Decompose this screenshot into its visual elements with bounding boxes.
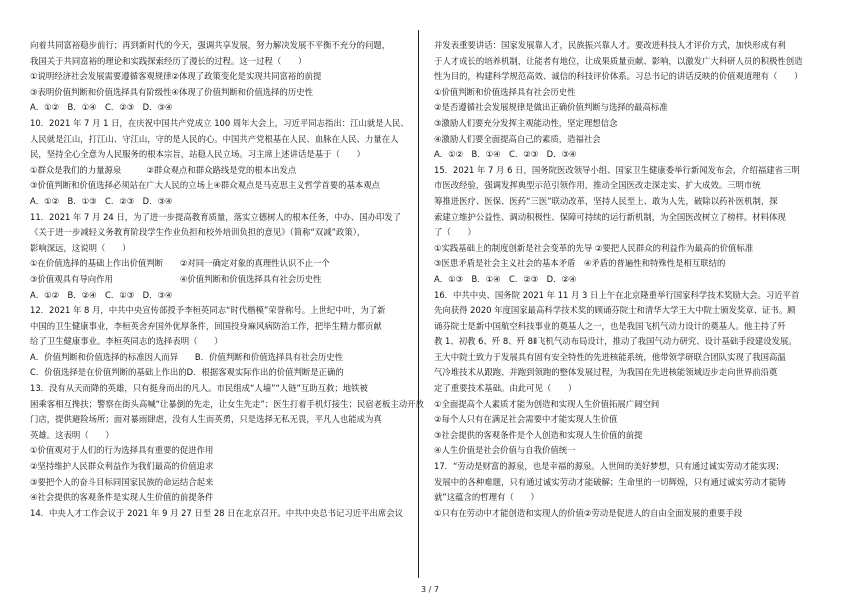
text-line: ①价值观对于人们的行为选择具有重要的促进作用: [30, 445, 214, 456]
text-line: ④人生价值是社会价值与自我价值统一: [434, 445, 576, 456]
text-line: 15．2021 年 7 月 6 日，国务院医改领导小组、国家卫生健康委举行新闻发布会，介绍福建省三明: [434, 164, 800, 175]
text-line: ①说明经济社会发展需要遵循客观规律②体现了政策变化是实现共同富裕的前提: [30, 71, 322, 82]
text-line: 11．2021 年 7 月 24 日，为了进一步提高教育质量，落实立德树人的根本任务，中办、国办印发了: [30, 211, 402, 222]
text-line: 我国关于共同富裕的理论和实践探索经历了漫长的过程。这一过程（ ）: [30, 55, 307, 66]
text-line: 性为目的，构建科学规范高效、诚信的科技评价体系。习总书记的讲话反映的价值观道理有（ ）: [434, 71, 803, 82]
text-line: ①全面提高个人素质才能为创造和实现人生价值拓展广阔空间: [434, 398, 660, 409]
text-line: 《关于进一步减轻义务教育阶段学生作业负担和校外培训负担的意见》（简称“双减”政策），: [30, 227, 366, 238]
text-line: 英雄。这表明（ ）: [30, 429, 114, 440]
text-line: 了（ ）: [434, 227, 476, 238]
text-line: C．价值选择是在价值判断的基础上作出的D．根据客观实际作出的价值判断是正确的: [30, 367, 344, 378]
text-line: 索建立维护公益性、调动积极性、保障可持续的运行新机制，为全国医改树立了榜样。材料体现: [434, 211, 786, 222]
text-line: ③价值观具有导向作用 ④价值判断和价值选择具有社会历史性: [30, 273, 322, 284]
text-line: 民，坚持全心全意为人民服务的根本宗旨，站稳人民立场。习主席上述讲话是基于（ ）: [30, 149, 365, 160]
text-line: 市医改经验，强调发挥典型示范引领作用，推动全国医改走深走实、扩大成效。三明市统: [434, 180, 761, 191]
text-line: ③社会提供的客观条件是个人创造和实现人生价值的前提: [434, 429, 643, 440]
text-line: 10．2021 年 7 月 1 日，在庆祝中国共产党成立 100 周年大会上，习近平同志指出：江山就是人民、: [30, 117, 409, 128]
text-line: 16．中共中央、国务院 2021 年 11 月 3 日上午在北京隆重举行国家科学技术奖励大会。习近平首: [434, 289, 800, 300]
text-line: 定了重要技术基础。由此可见（ ）: [434, 383, 577, 394]
text-line: A．①② B．②④ C．①③ D．③④: [30, 289, 173, 300]
text-line: A．①② B．①③ C．②③ D．③④: [30, 195, 173, 206]
text-line: A．价值判断和价值选择的标准因人而异 B．价值判断和价值选择具有社会历史性: [30, 351, 343, 362]
text-line: 并发表重要讲话：国家发展靠人才，民族振兴靠人才。要改进科技人才评价方式，加快形成有利: [434, 40, 786, 50]
text-line: 筹推进医疗、医保、医药“三医”联动改革，坚持人民至上、敢为人先，破除以药补医机制，探: [434, 195, 778, 206]
text-line: ③价值判断和价值选择必须站在广大人民的立场上④群众观点是马克思主义哲学首要的基本观点: [30, 180, 381, 191]
text-line: 14．中央人才工作会议于 2021 年 9 月 27 日至 28 日在北京召开。中共中央总书记习近平出席会议: [30, 507, 404, 518]
text-line: ①实践基础上的制度创新是社会变革的先导 ②要把人民群众的利益作为最高的价值标准: [434, 242, 754, 253]
text-line: 给了卫生健康事业。李桓英同志的选择表明（ ）: [30, 336, 223, 347]
text-line: 向着共同富裕稳步前行；再到新时代的今天，强调共享发展，努力解决发展不平衡不充分的问题，: [30, 40, 391, 50]
text-line: ①群众是我们的力量源泉 ②群众观点和群众路线是党的根本出发点: [30, 164, 297, 175]
text-line: 中国的卫生健康事业，李桓英舍弃国外优厚条件，回国投身麻风病防治工作，把毕生精力都贡献: [30, 320, 382, 331]
text-line: ①只有在劳动中才能创造和实现人的价值②劳动是促进人的自由全面发展的重要手段: [434, 507, 743, 518]
text-line: 就”这蕴含的哲理有（ ）: [434, 492, 539, 503]
text-line: 12．2021 年 8 月，中共中央宣传部授予李桓英同志“时代楷模”荣誉称号。上世纪中叶，为了新: [30, 305, 386, 316]
text-line: 门店，提供避险场所；面对暴雨肆虐，没有人生而英勇，只是选择无私无畏，平凡人也能成为真: [30, 414, 382, 425]
text-line: 困乘客相互搀扶；警察在街头高喊“让暴倒的先走，让女生先走”；医生打着手机灯接生；民宿老板主动开放: [30, 398, 424, 409]
text-line: ③激励人们要充分发挥主观能动性，坚定理想信念: [434, 117, 618, 128]
column-divider: [418, 30, 419, 578]
text-line: 气冷堆技术从跟跑、并跑到领跑的整体发展过程，为我国在先进核能领域迈步走向世界前沿奠: [434, 367, 778, 378]
text-line: 13．没有从天而降的英雄，只有挺身而出的凡人。市民组成“人墙”“人链”互助互救；地铁被: [30, 383, 368, 394]
text-line: ③要把个人的奋斗目标同国家民族的命运结合起来: [30, 476, 214, 487]
text-line: ①在价值选择的基础上作出价值判断 ②对同一确定对象的真理性认识不止一个: [30, 258, 330, 269]
text-line: A．①② B．①④ C．②③ D．③④: [30, 102, 173, 113]
left-column: [30, 38, 426, 521]
page-number: 3 / 7: [421, 585, 439, 594]
text-line: ④激励人们要全面提高自己的素质，造福社会: [434, 133, 601, 144]
text-line: 17．“劳动是财富的源泉，也是幸福的源泉。人世间的美好梦想，只有通过诚实劳动才能实现；: [434, 461, 784, 472]
text-line: A．①③ B．①④ C．②③ D．②④: [434, 273, 577, 284]
text-line: ①价值判断和价值选择具有社会历史性: [434, 86, 576, 97]
text-line: ③医患矛盾是社会主义社会的基本矛盾 ④矛盾的普遍性和特殊性是相互联结的: [434, 258, 726, 269]
text-line: ③表明价值判断和价值选择具有阶级性④体现了价值判断和价值选择的历史性: [30, 86, 314, 97]
text-line: 王大中院士致力于发展具有固有安全特性的先进核能系统，他带领学研联合团队实现了我国高温: [434, 351, 786, 362]
text-line: 于人才成长的培养机制，让能者有地位，让成果质量贡献、影响，以激发广大科研人员的积极性创造: [434, 55, 803, 66]
text-line: A．①② B．①④ C．②③ D．③④: [434, 149, 577, 160]
text-line: 发展中的各种难题，只有通过诚实劳动才能破解；生命里的一切辉煌，只有通过诚实劳动才能铸: [434, 476, 786, 487]
text-line: ②是否遵循社会发展规律是做出正确价值判断与选择的最高标准: [434, 102, 668, 113]
text-line: ④社会提供的客观条件是实现人生价值的前提条件: [30, 492, 214, 503]
text-line: ②坚持维护人民群众利益作为我们最高的价值追求: [30, 461, 214, 472]
text-line: ②每个人只有在满足社会需要中才能实现人生价值: [434, 414, 618, 425]
text-line: 先向获得 2020 年度国家最高科学技术奖的顾诵芬院士和清华大学王大中院士颁发奖章、证书。顾: [434, 305, 796, 316]
text-line: 影响深远，这说明（ ）: [30, 242, 131, 253]
text-line: 人民就是江山，打江山、守江山，守的是人民的心。中国共产党根基在人民、血脉在人民、力量在人: [30, 133, 399, 144]
text-line: 诵芬院士是新中国航空科技事业的奠基人之一，也是我国飞机气动力设计的奠基人。他主持了歼: [434, 320, 786, 331]
text-line: 教 1、初教 6、歼 8、歼 8Ⅱ飞机气动布局设计，推动了我国气动力研究、设计基础手段建设发展。: [434, 336, 797, 347]
right-column: [434, 38, 830, 521]
